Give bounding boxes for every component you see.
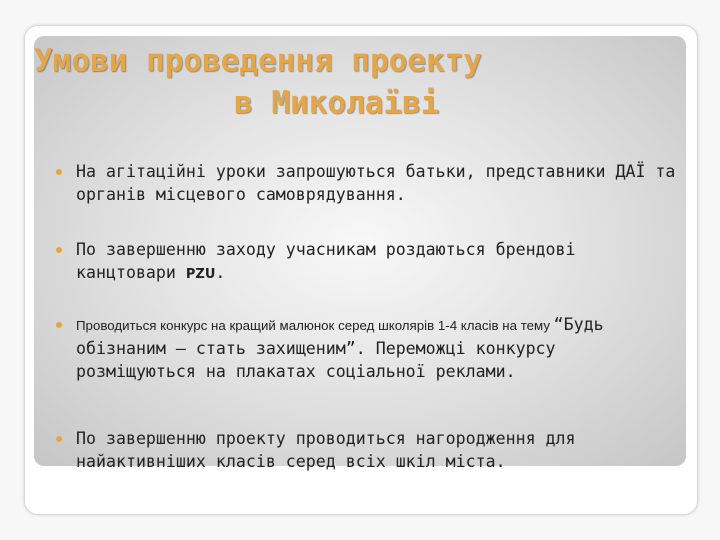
bullet-text: На агітаційні уроки запрошуються батьки, представники ДАЇ та органів місцевого самоврядування. xyxy=(76,162,676,204)
bullet-item-3 xyxy=(42,313,682,383)
title-line-2: в Миколаїві xyxy=(234,85,440,121)
bullet-text xyxy=(76,238,682,286)
bullet-text: По завершенню проекту проводиться нагородження для найактивніших класів серед всіх шкіл міста. xyxy=(76,429,576,471)
bullet-item-4 xyxy=(42,427,682,473)
bullet-dot-icon xyxy=(56,436,62,442)
bullet-text xyxy=(76,313,682,383)
title-line-1: Умови проведення проекту xyxy=(34,43,482,79)
brand-name: PZU xyxy=(185,267,216,282)
bullet-text-part: “Будь обізнаним – стать захищеним”. Переможці конкурсу розміщуються на плакатах соціальної реклами. xyxy=(76,315,604,381)
bullet-dot-icon xyxy=(56,322,62,328)
bullet-text-small: Проводиться конкурс на кращий малюнок серед школярів 1-4 класів на тему xyxy=(76,318,554,333)
bullet-dot-icon xyxy=(56,247,62,253)
bullet-item-1 xyxy=(42,160,682,206)
bullet-dot-icon xyxy=(56,169,62,175)
bullet-text-part: По завершенню заходу учасникам роздаються брендові канцтовари xyxy=(76,240,576,282)
bullet-item-2 xyxy=(42,238,682,286)
bullet-text-part: . xyxy=(215,263,226,282)
